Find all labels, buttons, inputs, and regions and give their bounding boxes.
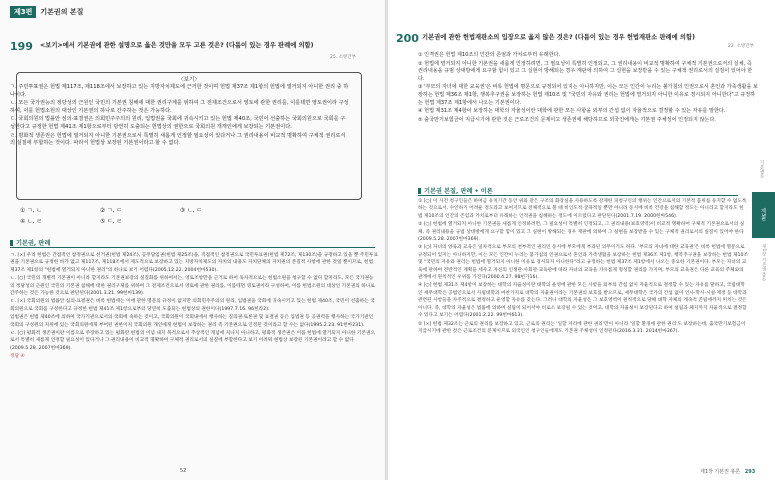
left-page <box>0 0 385 480</box>
question-source: 25. 소방간부 <box>330 55 356 60</box>
chapter-header <box>10 6 83 18</box>
explanation <box>10 252 378 362</box>
section-divider <box>10 247 375 248</box>
explanation-para: ④ [○] 헌법 제31조 제4항이 보장하는 대학의 자율성이란 대학의 운영에 관한 모든 사항을 외부의 간섭 없이 자율적으로 결정할 수 있는 자유를 말하고, 국립대학인 세무대학은 공법인으로서 사립대학과 마찬가지로 대학의 자율권이라는 기본권의 보호를 받으므로, 세무대학은 국가의 간섭 없이 인사·학사·시설·재정 등 대학과 관련된 사항들을 자주적으로 결정하고 운영할 자유를 갖는다. 그러나 대학의 자율성은 그 보호영역이 원칙적으로 당해 대학 자체의 계속적 존립에까지 미치는 것은 아니다. 즉, 대학의 자율성은 법률에 의하여 설립이 되어서야 비로소 보장될 수 있는 것이고, 대학의 자율성이 보장된다고 하여 설립과 폐지까지 자율적으로 결정할 수 있다고 보기는 어렵다(2001.2.22. 99헌마613). <box>418 283 747 319</box>
page-label: 제1장 기본권 총론 <box>700 469 741 475</box>
explanation-para: ㄴ. [○] 국민의 개별적 기본권이 아니라 할지라도 기본권보장의 실질화를 위하여서는, 영토조항만을 근거로 하여 독자적으로는 헌법소원을 청구할 수 없다 할지라도, 모든 국가권능의 정당성의 근원인 국민의 기본권 침해에 대한 권리구제를 위하여 그 전제조건으로서 영토에 관한 권리를, 이를테면 영토권이라 구성하여, 이를 헌법소원의 대상인 기본권의 하나로 간주하는 것은 가능한 것으로 판단된다(2001.3.21. 99헌마139). <box>10 276 375 297</box>
option-4[interactable]: ④ 헌법 제31조 제4항이 보장하는 대학의 자율성이란 대학에 관한 모든 사항을 외부의 간섭 없이 자율적으로 결정할 수 있는 자유를 말한다. <box>418 108 726 115</box>
choice-5[interactable]: ⑤ ㄷ, ㄹ <box>100 219 122 225</box>
question-source: 22. 소방간부 <box>728 44 754 49</box>
explanation-para: ㄹ. [○] 평화적 생존권이란 이름으로 주장하고 있는 평화란 헌법의 이념 내지 목적으로서 추상적인 개념에 지나지 아니하고, 평화적 생존권은 이를 헌법에 열거되지 아니한 기본권으로서 특별히 새롭게 인정할 필요성이 있다거나 그 권리내용이 비교적 명확하여 구체적 권리로서의 실질에 부합한다고 보기 어려워 헌법상 보장된 기본권이라고 할 수 없다(2009.5.28. 2007헌마369). <box>10 331 376 351</box>
choice-4[interactable]: ④ ㄴ, ㄹ <box>20 219 42 225</box>
explanation-para: 입법권은 헌법 제40조에 의하여 국가기관으로서의 국회에 속하는 것이고, 국회의원이 국회내에서 행사하는 질의권·토론권 및 표결권 등은 입법권 등 공권력을 행사하는 국가기관인 국회의 구성원의 지위에 있는 국회의원에게 부여된 권한이지 국회의원 개인에게 헌법이 보장하는 권리 즉 기본권으로 인정된 것이라고 할 수는 없다(1995.2.23. 91헌마231). <box>10 315 374 328</box>
example-item: ㄹ. 평화적 생존권은 헌법에 열거되지 아니한 기본권으로서 특별히 새롭게 인정할 필요성이 있다거나 그 권리내용이 비교적 명확하여 구체적 권리로서의 실질에 부합하는 것이다. 따라서 헌법상 보장된 기본권이라고 할 수 없다. <box>10 132 346 147</box>
choice-3[interactable]: ③ ㄴ, ㄷ <box>180 208 202 214</box>
page-number: 293 <box>744 469 756 475</box>
question-text: 기본권에 관한 헌법재판소의 입장으로 옳지 않은 것은? (다툼이 있는 경우 헌법재판소 판례에 의함) <box>422 34 695 41</box>
example-item: ㄴ. 모든 국가권능의 정당성의 근원인 국민의 기본권 침해에 대한 권리구제를 위하여 그 전제조건으로서 영토에 관한 권리를, 이를테면 영토권이라 구성하여, 이를 헌법소원의 대상인 기본권의 하나로 간주하는 것은 가능하다. <box>10 100 349 114</box>
chapter-title: 기본권의 본질 <box>40 8 84 16</box>
explanation-para: ㄱ. [×] 우리 헌법은 간접적인 참정권으로 선거권(헌법 제24조), 공무담임권(헌법 제25조)을, 직접적인 참정권으로 국민투표권(헌법 제72조, 제130조)을 규정하고 있을 뿐 주민투표권을 기본권으로 규정한 바가 없고 제117조, 제118조에서 제도적으로 보장하고 있는 지방자치제도의 자치의 내용도 자치단체의 자치권의 본질적 사항에 관한 것일 뿐이므로, 헌법 제37조 제1항의 "헌법에 열거되지 아니한 권리"의 하나로 보기 어렵다(2005.12.22. 2004헌마530). <box>10 253 378 273</box>
example-items <box>10 84 350 149</box>
explanation-para: ① [○] 이 사건 청구인들은 하여금 유치기간 동안 위와 같은 구조의 화장실을 사용하도록 강제한 피청구인의 행위는 인간으로서의 기본적 품위를 유지할 수 없도록 하는 것으로서, 수인하기 어려운 정도라고 보여지므로 전체적으로 볼 때 비인도적·굴욕적일 뿐만 아니라 동시에 비록 건강을 침해할 정도는 아니라고 할지라도 헌법 제10조의 인간의 존엄과 가치로부터 유래하는 인격권을 침해하는 정도에 이르렀다고 판단된다(2001.7.19. 2000헌마546). <box>418 199 747 219</box>
section-title: 기본권, 판례 <box>10 238 50 247</box>
example-box-title: 〈보기〉 <box>178 77 200 83</box>
explanation <box>418 198 748 336</box>
section-title: 기본권 본질, 판례 • 이론 <box>418 186 493 195</box>
option-1[interactable]: ① 인격권은 헌법 제10조의 인간의 존엄과 가치로부터 유래한다. <box>418 52 561 58</box>
page-footer <box>700 468 755 475</box>
page-number: 52 <box>180 468 187 474</box>
answer-choices <box>20 206 340 228</box>
right-page <box>388 0 775 480</box>
question-text: <보기>에서 기본권에 관한 설명으로 옳은 것만을 모두 고른 것은? (다툼이 있는 경우 판례에 의함) <box>40 42 314 49</box>
explanation-para: ③ [○] 자녀의 양육과 교육은 일차적으로 부모의 천부적인 권리인 동시에 부모에게 부과된 의무이기도 하다. '부모의 자녀에 대한 교육권'은 비록 헌법에 명문으로 규정되어 있지는 아니하지만, 이는 모든 인간이 누리는 불가침의 인권으로서 혼인과 가족생활을 보장하는 헌법 제36조 제1항, 행복추구권을 보장하는 헌법 제10조 및 "국민의 자유와 권리는 헌법에 열거되지 아니한 이유로 경시되지 아니한다"라고 규정하는 헌법 제37조 제1항에서 나오는 중요한 기본권이다. 부모는 자녀의 교육에 관하여 전반적인 계획을 세우고 자신의 인생관·사회관·교육관에 따라 자녀의 교육을 자유롭게 형성할 권리를 가지며, 부모의 교육권은 다른 교육의 주체와의 관계에서 원칙적인 우위를 가진다(2000.4.27. 98헌가16). <box>418 245 748 281</box>
option-2[interactable]: ② 헌법에 열거되지 아니한 기본권을 새롭게 인정하려면, 그 필요성이 특별히 인정되고, 그 권리내용이 비교적 명확하여 구체적 기본권으로서의 실체, 즉 권리내용을 규범 상대방에게 요구할 힘이 있고 그 실현이 방해되는 경우 재판에 의하여 그 실현을 보장받을 수 있는 구체적 권리로서의 실질이 있어야 한다. <box>418 60 753 82</box>
explanation-para: ⑤ [×] 헌법 제32조는 근로의 권리를 보장하고 있고, 근로의 권리는 '일할 자리에 관한 권리'만이 아니라 '일할 환경에 관한 권리'도 보장하는데, 출국만기보험금이 지급시기에 관한 것은 근로조건의 문제이므로 외국인인 청구인들에게도 기본권 주체성이 인정된다(2016.3.31. 2014헌마367). <box>418 321 746 334</box>
answer-label: 정답 ④ <box>10 354 25 360</box>
side-tab[interactable]: 제3편 <box>752 192 775 238</box>
option-5[interactable]: ⑤ 출국만기보험금이 지급시기에 관한 것은 근로조건의 문제이고 생존권에 해당하므로 외국인에게는 기본권 주체성이 인정되지 않는다. <box>418 116 716 123</box>
answer-options <box>418 52 758 125</box>
question-number: 200 <box>396 32 419 45</box>
section-divider <box>418 195 738 196</box>
choice-2[interactable]: ② ㄱ, ㄷ <box>100 208 122 214</box>
choice-1[interactable]: ① ㄱ, ㄴ <box>20 208 42 214</box>
side-text: 기본권론 <box>759 160 764 178</box>
example-item: ㄷ. 국회의원의 법률안 심의·표결권은 의회민주주의의 원리, 입법권을 국회에 귀속시키고 있는 헌법 제40조, 국민이 선출하는 국회의원으로 국회를 구성한다고 규정한 헌법 제41조 제1항으로부터 당연히 도출되는 헌법상의 권한으로 국회의원 개개인에게 보장되는 기본권이다. <box>10 116 346 130</box>
example-item: ㄱ. 주민투표권은 헌법 제117조, 제118조에서 보장하고 있는 지방자치제도에 근거한 것이며 헌법 제37조 제1항의 헌법에 열거되지 아니한 권리 중 하나이다. <box>10 84 349 98</box>
explanation-para: ㄷ. [×] 국회의원의 법률안 심의·표결권은 비록 헌법에는 이에 관한 명문의 규정이 없지만 의회민주주의의 원리, 입법권을 국회에 귀속시키고 있는 헌법 제40조, 국민이 선출하는 국회의원으로 국회를 구성한다고 규정한 헌법 제41조 제1항으로부터 당연히 도출되는 헌법상의 권한이다(1997.7.16. 96헌라2). <box>10 299 375 312</box>
explanation-para: ② [○] 헌법에 열거되지 아니한 기본권을 새롭게 인정하려면, 그 필요성이 특별히 인정되고, 그 권리내용(보호영역)이 비교적 명확하여 구체적 기본권으로서의 실체, 즉 권리내용을 규범 상대방에게 요구할 힘이 있고 그 실현이 방해되는 경우 재판에 의하여 그 실현을 보장받을 수 있는 구체적 권리로서의 실질이 있어야 한다(2009.5.28. 2007헌마369). <box>418 222 745 243</box>
option-3[interactable]: ③ '부모의 자녀에 대한 교육권'은 비록 헌법에 명문으로 규정되어 있지는 아니하지만, 이는 모든 인간이 누리는 불가침의 인권으로서 혼인과 가족생활을 보장하는 헌법 제36조 제1항, 행복추구권을 보장하는 헌법 제10조 및 "국민의 자유와 권리는 헌법에 열거되지 아니한 이유로 경시되지 아니한다"고 규정하는 헌법 제37조 제1항에서 나오는 기본권이다. <box>418 84 758 106</box>
chapter-label: 제3편 <box>10 6 36 18</box>
question-number: 199 <box>10 40 33 53</box>
side-text: 제1장 기본권 총론 <box>761 244 766 282</box>
